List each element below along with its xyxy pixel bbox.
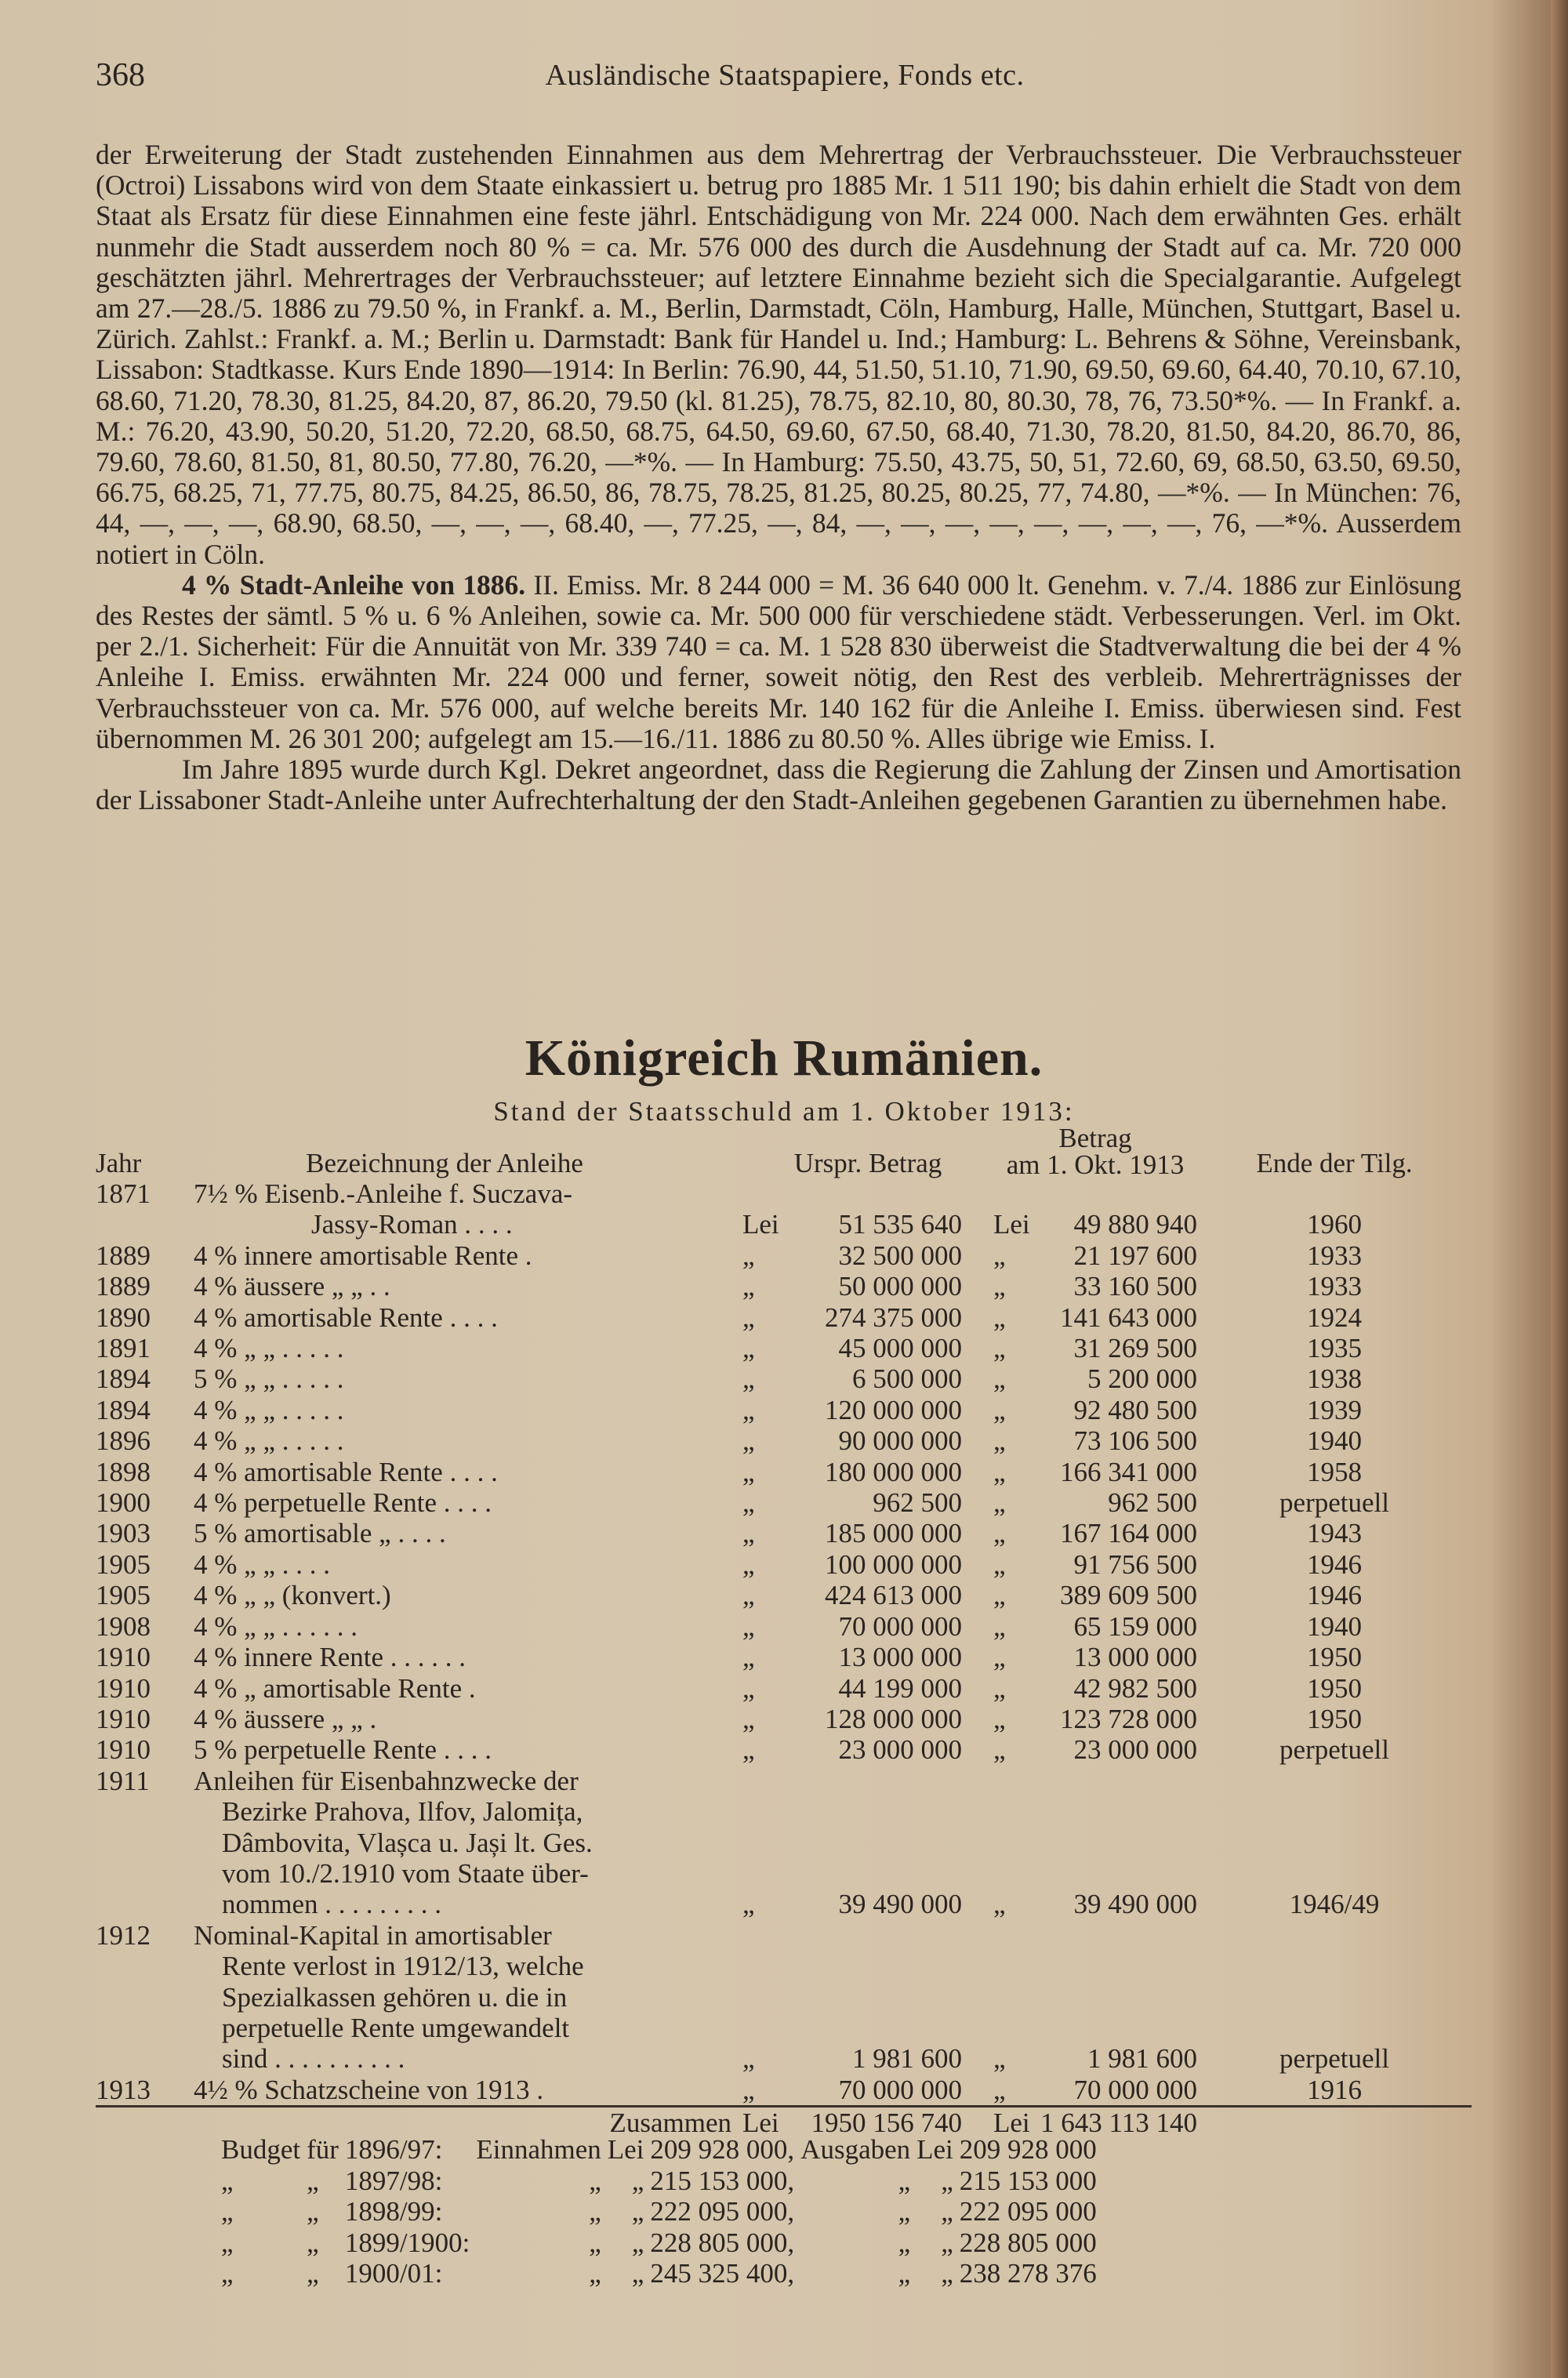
loan-description bbox=[194, 1425, 742, 1456]
amount-current: 1 981 600 bbox=[1087, 2043, 1197, 2075]
loan-year: 1903 bbox=[96, 1518, 151, 1549]
currency-current: „ bbox=[993, 1425, 1006, 1457]
table-row bbox=[96, 1704, 1472, 1734]
currency-original: „ bbox=[742, 1456, 755, 1487]
loan-year: 1910 bbox=[96, 1672, 151, 1704]
currency-current: „ bbox=[993, 1518, 1006, 1549]
amount-current: 962 500 bbox=[1108, 1487, 1197, 1519]
amount-current: 92 480 500 bbox=[1073, 1394, 1197, 1425]
income-amount: 215 153 000, bbox=[650, 2165, 795, 2196]
amount-original: 32 500 000 bbox=[838, 1240, 962, 1271]
amount-original: 128 000 000 bbox=[825, 1703, 962, 1734]
col-header-current-bottom: am 1. Okt. 1913 bbox=[1006, 1149, 1185, 1180]
expenses-label: „ bbox=[898, 2227, 911, 2258]
budget-label: „ bbox=[221, 2196, 234, 2227]
loan-name-continued: Dâmbovita, Vlașca u. Jași lt. Ges. bbox=[222, 1827, 593, 1858]
amount-current: 5 200 000 bbox=[1087, 1363, 1197, 1395]
page-edge bbox=[1551, 0, 1568, 2378]
budget-table bbox=[221, 2134, 1103, 2289]
currency-current: „ bbox=[993, 1580, 1006, 1611]
expenses-amount: 209 928 000 bbox=[959, 2134, 1097, 2165]
loan-description bbox=[194, 1240, 742, 1271]
total-label: Zusammen bbox=[194, 2107, 742, 2139]
section-subtitle: Stand der Staatsschuld am 1. Oktober 1913: bbox=[493, 1096, 1075, 1127]
amount-original: 962 500 bbox=[873, 1487, 962, 1519]
expenses-currency: „ bbox=[941, 2227, 953, 2258]
expenses-label: „ bbox=[898, 2258, 911, 2289]
currency-original: „ bbox=[742, 2074, 755, 2105]
currency-current: „ bbox=[993, 1672, 1006, 1704]
col-header-name: Bezeichnung der Anleihe bbox=[306, 1147, 583, 1178]
amount-current: 21 197 600 bbox=[1073, 1240, 1197, 1271]
currency-original: „ bbox=[742, 1518, 755, 1549]
loan-name: 4 % „ „ . . . . bbox=[194, 1548, 330, 1580]
expenses-currency: Lei bbox=[916, 2134, 953, 2165]
redemption-end: perpetuell bbox=[1279, 1734, 1389, 1766]
loan-year: 1871 bbox=[96, 1178, 151, 1209]
amount-original: 70 000 000 bbox=[838, 2074, 962, 2105]
expenses-amount: 238 278 376 bbox=[959, 2258, 1097, 2289]
amount-original: 90 000 000 bbox=[838, 1425, 962, 1457]
budget-period: 1898/99: bbox=[344, 2196, 443, 2227]
table-row bbox=[96, 1734, 1472, 1765]
amount-current: 23 000 000 bbox=[1073, 1734, 1197, 1766]
loan-description bbox=[194, 1734, 742, 1765]
paragraph-stadt-anleihe-1886 bbox=[96, 570, 1461, 754]
currency-original: „ bbox=[742, 1425, 755, 1457]
budget-for: „ bbox=[307, 2165, 319, 2196]
amount-original: 13 000 000 bbox=[838, 1642, 962, 1673]
loan-year: 1898 bbox=[96, 1456, 151, 1487]
paragraph-decree-1895: Im Jahre 1895 wurde durch Kgl. Dekret angeordnet, dass die Regierung die Zahlung der Zinsen und Amortisation der Lissaboner Stadt-Anleihe unter Aufrechterhaltung der den Stadt-Anleihen gegebenen Garantien zu übernehmen habe. bbox=[96, 753, 1461, 816]
loan-description bbox=[194, 1302, 742, 1333]
table-row bbox=[96, 1673, 1472, 1704]
redemption-end: 1943 bbox=[1307, 1518, 1362, 1549]
total-original: 1950 156 740 bbox=[797, 2107, 993, 2139]
income-currency: „ bbox=[631, 2165, 644, 2196]
currency-current: „ bbox=[993, 2043, 1006, 2075]
redemption-end: 1935 bbox=[1307, 1333, 1362, 1364]
loan-year: 1910 bbox=[96, 1734, 151, 1766]
loan-name-continued: vom 10./2.1910 vom Staate über- bbox=[222, 1857, 589, 1889]
amount-original: 180 000 000 bbox=[825, 1456, 962, 1487]
loan-year: 1910 bbox=[96, 1703, 151, 1734]
loan-name: 4 % „ „ . . . . . bbox=[194, 1333, 344, 1364]
currency-original: „ bbox=[742, 1487, 755, 1519]
loan-description bbox=[194, 1363, 742, 1394]
page-number: 368 bbox=[96, 57, 145, 93]
income-currency: Lei bbox=[607, 2134, 644, 2165]
table-row bbox=[96, 1363, 1472, 1394]
body-text bbox=[96, 140, 1461, 815]
budget-row bbox=[221, 2134, 1103, 2166]
expenses-label: „ bbox=[898, 2165, 911, 2196]
amount-original: 120 000 000 bbox=[825, 1394, 962, 1425]
currency-original: „ bbox=[742, 1394, 755, 1425]
loan-year: 1896 bbox=[96, 1425, 151, 1457]
expenses-currency: „ bbox=[941, 2165, 953, 2196]
redemption-end: 1924 bbox=[1307, 1302, 1362, 1333]
budget-for: „ bbox=[307, 2227, 319, 2258]
currency-original: „ bbox=[742, 2043, 755, 2075]
income-label: „ bbox=[589, 2165, 601, 2196]
redemption-end: 1950 bbox=[1307, 1672, 1362, 1704]
loan-description: II. Emiss. Mr. 8 244 000 = M. 36 640 000 lt. Genehm. v. 7./4. 1886 zur Einlösung des Restes der sämtl. 5 % u. 6 % Anleihen, sowie ca. Mr. 500 000 für verschiedene städt. Verbesserungen. Verl. im Okt. per 2./1. Sicherheit: Für die Annuität von Mr. 339 740 = ca. M. 1 528 830 überweist die Stadtverwaltung die bei der 4 % Anleihe I. Emiss. erwähnten Mr. 224 000 und ferner, soweit nötig, den Rest des verbleib. Mehrerträgnisses der Verbrauchssteuer von ca. Mr. 576 000, auf welche bereits Mr. 140 162 für die Anleihe I. Emiss. überwiesen sind. Fest übernommen M. 26 301 200; aufgelegt am 15.—16./11. 1886 zu 80.50 %. Alles übrige wie Emiss. I. bbox=[96, 568, 1461, 754]
loan-name: 4 % innere amortisable Rente . bbox=[194, 1240, 532, 1271]
amount-original: 44 199 000 bbox=[838, 1672, 962, 1704]
loan-year: 1889 bbox=[96, 1271, 151, 1302]
loan-description bbox=[194, 2075, 742, 2107]
currency-original: „ bbox=[742, 1548, 755, 1580]
currency-current: „ bbox=[993, 1456, 1006, 1487]
amount-current: 65 159 000 bbox=[1073, 1610, 1197, 1642]
budget-period: 1897/98: bbox=[344, 2165, 443, 2196]
amount-current: 389 609 500 bbox=[1060, 1580, 1197, 1611]
budget-label: „ bbox=[221, 2165, 234, 2196]
table-row bbox=[96, 1395, 1472, 1425]
income-amount: 228 805 000, bbox=[650, 2227, 795, 2258]
amount-current: 70 000 000 bbox=[1073, 2074, 1197, 2105]
currency-original: „ bbox=[742, 1889, 755, 1920]
loan-name: 4 % „ „ . . . . . bbox=[194, 1425, 344, 1457]
income-label: „ bbox=[589, 2196, 601, 2227]
budget-for: „ bbox=[307, 2196, 319, 2227]
budget-period: 1899/1900: bbox=[344, 2227, 470, 2258]
table-row bbox=[96, 1611, 1472, 1642]
loan-description bbox=[194, 1487, 742, 1518]
loan-name: 4 % äussere „ „ . . bbox=[194, 1271, 390, 1302]
currency-current: „ bbox=[993, 2074, 1006, 2105]
running-header bbox=[96, 56, 1474, 103]
budget-row bbox=[221, 2258, 1103, 2289]
amount-current: 39 490 000 bbox=[1073, 1889, 1197, 1920]
redemption-end: perpetuell bbox=[1279, 1487, 1389, 1519]
amount-current: 31 269 500 bbox=[1073, 1333, 1197, 1364]
currency-current: „ bbox=[993, 1302, 1006, 1333]
table-header-row bbox=[96, 1125, 1472, 1178]
total-currency-original: Lei bbox=[742, 2107, 797, 2139]
budget-block bbox=[221, 2134, 1103, 2289]
expenses-currency: „ bbox=[941, 2196, 953, 2227]
income-currency: „ bbox=[631, 2258, 644, 2289]
budget-row bbox=[221, 2196, 1103, 2227]
expenses-amount: 222 095 000 bbox=[959, 2196, 1097, 2227]
loan-description bbox=[194, 1920, 742, 2075]
loan-name: 4 % „ „ . . . . . bbox=[194, 1394, 344, 1425]
amount-original: 6 500 000 bbox=[852, 1363, 962, 1395]
redemption-end: 1946 bbox=[1307, 1580, 1362, 1611]
table-row bbox=[96, 1487, 1472, 1518]
loan-name: 4 % „ amortisable Rente . bbox=[194, 1672, 476, 1704]
budget-row bbox=[221, 2227, 1103, 2259]
currency-current: Lei bbox=[993, 1209, 1030, 1240]
loan-description bbox=[194, 1549, 742, 1580]
amount-current: 91 756 500 bbox=[1073, 1548, 1197, 1580]
loan-description bbox=[194, 1271, 742, 1302]
total-currency-current: Lei bbox=[993, 2107, 1040, 2139]
col-header-current-top: Betrag bbox=[1058, 1123, 1132, 1153]
amount-original: 70 000 000 bbox=[838, 1610, 962, 1642]
loan-year: 1908 bbox=[96, 1610, 151, 1642]
amount-original: 185 000 000 bbox=[825, 1518, 962, 1549]
budget-label: Budget bbox=[221, 2134, 301, 2165]
amount-current: 167 164 000 bbox=[1060, 1518, 1197, 1549]
loan-year: 1889 bbox=[96, 1240, 151, 1271]
currency-current: „ bbox=[993, 1394, 1006, 1425]
redemption-end: 1940 bbox=[1307, 1610, 1362, 1642]
budget-label: „ bbox=[221, 2258, 234, 2289]
loan-description bbox=[194, 1766, 742, 1920]
currency-original: „ bbox=[742, 1642, 755, 1673]
expenses-label: Ausgaben bbox=[800, 2134, 911, 2165]
loan-description bbox=[194, 1457, 742, 1487]
table-row bbox=[96, 1549, 1472, 1580]
amount-original: 23 000 000 bbox=[838, 1734, 962, 1766]
redemption-end: 1933 bbox=[1307, 1271, 1362, 1302]
loan-year: 1891 bbox=[96, 1333, 151, 1364]
amount-current: 42 982 500 bbox=[1073, 1672, 1197, 1704]
redemption-end: perpetuell bbox=[1279, 2043, 1389, 2075]
currency-original: „ bbox=[742, 1610, 755, 1642]
table-row bbox=[96, 1920, 1472, 2075]
loan-year: 1910 bbox=[96, 1642, 151, 1673]
loan-name: 4 % „ „ (konvert.) bbox=[194, 1580, 391, 1611]
table-row bbox=[96, 1425, 1472, 1456]
running-title: Ausländische Staatspapiere, Fonds etc. bbox=[545, 59, 1025, 92]
loan-year: 1911 bbox=[96, 1765, 150, 1796]
currency-current: „ bbox=[993, 1487, 1006, 1519]
amount-original: 45 000 000 bbox=[838, 1333, 962, 1364]
loan-name-continued: perpetuelle Rente umgewandelt bbox=[222, 2012, 570, 2043]
currency-current: „ bbox=[993, 1703, 1006, 1734]
loan-name-continued: Jassy-Roman . . . . bbox=[311, 1209, 513, 1240]
income-label: Einnahmen bbox=[476, 2134, 601, 2165]
redemption-end: 1916 bbox=[1307, 2074, 1362, 2105]
amount-current: 141 643 000 bbox=[1060, 1302, 1197, 1333]
currency-original: „ bbox=[742, 1734, 755, 1766]
currency-original: „ bbox=[742, 1672, 755, 1704]
loan-year: 1890 bbox=[96, 1302, 151, 1333]
amount-original: 100 000 000 bbox=[825, 1548, 962, 1580]
loan-name: 5 % „ „ . . . . . bbox=[194, 1363, 344, 1395]
budget-period: 1896/97: bbox=[344, 2134, 443, 2165]
expenses-label: „ bbox=[898, 2196, 911, 2227]
redemption-end: 1946/49 bbox=[1289, 1889, 1380, 1920]
redemption-end: 1939 bbox=[1307, 1394, 1362, 1425]
loan-description bbox=[194, 1518, 742, 1548]
loan-description bbox=[194, 1333, 742, 1363]
loan-name-continued: Bezirke Prahova, Ilfov, Jalomița, bbox=[222, 1796, 583, 1828]
currency-original: „ bbox=[742, 1302, 755, 1333]
loan-description bbox=[194, 1673, 742, 1704]
loan-year: 1894 bbox=[96, 1394, 151, 1425]
loan-name: 4 % perpetuelle Rente . . . . bbox=[194, 1487, 492, 1519]
currency-original: „ bbox=[742, 1333, 755, 1364]
income-currency: „ bbox=[631, 2227, 644, 2258]
loan-description bbox=[194, 1178, 742, 1240]
redemption-end: 1958 bbox=[1307, 1456, 1362, 1487]
currency-original: „ bbox=[742, 1580, 755, 1611]
col-header-end: Ende der Tilg. bbox=[1256, 1147, 1413, 1178]
paragraph-lisbon-octroi: der Erweiterung der Stadt zustehenden Einnahmen aus dem Mehrertrag der Verbrauchssteuer. Die Verbrauchssteuer (Octroi) Lissabons wird von dem Staate einkassiert u. betrug pro 1885 Mr. 1 511 190; bis dahin erhielt die Stadt von dem Staat als Ersatz für diese Einnahmen eine feste jährl. Entschädigung von Mr. 224 000. Nach dem erwähnten Ges. erhält nunmehr die Stadt ausserdem noch 80 % = ca. Mr. 576 000 des durch die Ausdehnung der Stadt auf ca. Mr. 720 000 geschätzten jährl. Mehrertrages der Verbrauchssteuer; auf letztere Einnahme bezieht sich die Specialgarantie. Aufgelegt am 27.—28./5. 1886 zu 79.50 %, in Frankf. a. M., Berlin, Darmstadt, Cöln, Hamburg, Halle, München, Stuttgart, Basel u. Zürich. Zahlst.: Frankf. a. M.; Berlin u. Darmstadt: Bank für Handel u. Ind.; Hamburg: L. Behrens & Söhne, Vereinsbank, Lissabon: Stadtkasse. Kurs Ende 1890—1914: In Berlin: 76.90, 44, 51.50, 51.10, 71.90, 69.50, 69.60, 64.40, 70.10, 67.10, 68.60, 71.20, 78.30, 81.25, 84.20, 87, 86.20, 79.50 (kl. 81.25), 78.75, 82.10, 80, 80.30, 78, 76, 73.50*%. — In Frankf. a. M.: 76.20, 43.90, 50.20, 51.20, 72.20, 68.50, 68.75, 64.50, 69.60, 67.50, 68.40, 71.30, 78.20, 81.50, 84.20, 86.70, 86, 79.60, 78.60, 81.50, 81, 80.50, 77.80, 76.20, —*%. — In Hamburg: 75.50, 43.75, 50, 51, 72.60, 69, 68.50, 63.50, 69.50, 66.75, 68.25, 71, 77.75, 80.75, 84.25, 86.50, 86, 78.75, 78.25, 81.25, 80.25, 80.25, 77, 74.80, —*%. — In München: 76, 44, —, —, —, 68.90, 68.50, —, —, —, 68.40, —, 77.25, —, 84, —, —, —, —, —, —, —, —, 76, —*%. Ausserdem notiert in Cöln. bbox=[96, 139, 1461, 570]
amount-current: 123 728 000 bbox=[1060, 1703, 1197, 1734]
amount-current: 73 106 500 bbox=[1073, 1425, 1197, 1457]
redemption-end: 1940 bbox=[1307, 1425, 1362, 1457]
income-amount: 222 095 000, bbox=[650, 2196, 795, 2227]
currency-original: Lei bbox=[742, 1209, 779, 1240]
table-row bbox=[96, 1766, 1472, 1920]
redemption-end: 1960 bbox=[1307, 1209, 1362, 1240]
loan-name: 7½ % Eisenb.-Anleihe f. Suczava- bbox=[194, 1178, 573, 1209]
loan-name: 4½ % Schatzscheine von 1913 . bbox=[194, 2074, 544, 2105]
table-row bbox=[96, 1642, 1472, 1672]
loan-name: 4 % amortisable Rente . . . . bbox=[194, 1302, 498, 1333]
loan-name-continued: Spezialkassen gehören u. die in bbox=[222, 1981, 568, 2013]
budget-period: 1900/01: bbox=[344, 2258, 443, 2289]
total-current: 1 643 113 140 bbox=[1040, 2108, 1197, 2139]
loan-year: 1913 bbox=[96, 2074, 151, 2105]
redemption-end: 1950 bbox=[1307, 1642, 1362, 1673]
income-label: „ bbox=[589, 2258, 601, 2289]
currency-current: „ bbox=[993, 1271, 1006, 1302]
budget-for: für bbox=[307, 2134, 339, 2165]
loan-name: Anleihen für Eisenbahnzwecke der bbox=[194, 1765, 579, 1796]
loan-name-continued: nommen . . . . . . . . . bbox=[222, 1889, 441, 1920]
redemption-end: 1946 bbox=[1307, 1548, 1362, 1580]
col-header-current bbox=[993, 1125, 1197, 1178]
redemption-end: 1950 bbox=[1307, 1703, 1362, 1734]
amount-original: 39 490 000 bbox=[838, 1889, 962, 1920]
currency-current: „ bbox=[993, 1333, 1006, 1364]
currency-current: „ bbox=[993, 1363, 1006, 1395]
income-label: „ bbox=[589, 2227, 601, 2258]
currency-original: „ bbox=[742, 1703, 755, 1734]
loan-name: 4 % innere Rente . . . . . . bbox=[194, 1642, 466, 1673]
table-row bbox=[96, 1240, 1472, 1271]
loan-year: 1894 bbox=[96, 1363, 151, 1395]
table-row bbox=[96, 1271, 1472, 1302]
loan-year: 1912 bbox=[96, 1919, 151, 1951]
budget-label: „ bbox=[221, 2227, 234, 2258]
expenses-currency: „ bbox=[941, 2258, 953, 2289]
loan-name: 4 % „ „ . . . . . . bbox=[194, 1610, 358, 1642]
table-row bbox=[96, 1518, 1472, 1548]
currency-original: „ bbox=[742, 1363, 755, 1395]
loan-description bbox=[194, 1611, 742, 1642]
table-row bbox=[96, 1457, 1472, 1487]
budget-row bbox=[221, 2166, 1103, 2197]
table-row bbox=[96, 1333, 1472, 1363]
amount-original: 274 375 000 bbox=[825, 1302, 962, 1333]
loan-name: Nominal-Kapital in amortisabler bbox=[194, 1919, 552, 1951]
col-header-year: Jahr bbox=[96, 1147, 142, 1178]
table-row bbox=[96, 1178, 1472, 1240]
table-row bbox=[96, 2075, 1472, 2107]
loan-description bbox=[194, 1704, 742, 1734]
amount-current: 33 160 500 bbox=[1073, 1271, 1197, 1302]
loan-description bbox=[194, 1580, 742, 1610]
loan-year: 1905 bbox=[96, 1548, 151, 1580]
loan-name: 5 % amortisable „ . . . . bbox=[194, 1518, 446, 1549]
amount-original: 50 000 000 bbox=[838, 1271, 962, 1302]
amount-original: 51 535 640 bbox=[838, 1209, 962, 1240]
income-currency: „ bbox=[631, 2196, 644, 2227]
state-debt-table bbox=[96, 1125, 1472, 2139]
loan-name: 5 % perpetuelle Rente . . . . bbox=[194, 1734, 492, 1766]
amount-current: 13 000 000 bbox=[1073, 1642, 1197, 1673]
expenses-amount: 215 153 000 bbox=[959, 2165, 1097, 2196]
currency-current: „ bbox=[993, 1240, 1006, 1271]
section-title: Königreich Rumänien. bbox=[524, 1029, 1044, 1087]
loan-description bbox=[194, 1642, 742, 1672]
amount-current: 166 341 000 bbox=[1060, 1456, 1197, 1487]
amount-original: 424 613 000 bbox=[825, 1580, 962, 1611]
currency-current: „ bbox=[993, 1548, 1006, 1580]
loan-name: 4 % amortisable Rente . . . . bbox=[194, 1456, 498, 1487]
loan-name: 4 % äussere „ „ . bbox=[194, 1703, 377, 1734]
table-row bbox=[96, 1302, 1472, 1333]
loan-name-continued: Rente verlost in 1912/13, welche bbox=[222, 1951, 584, 1982]
currency-original: „ bbox=[742, 1271, 755, 1302]
loan-year: 1905 bbox=[96, 1580, 151, 1611]
amount-original: 1 981 600 bbox=[852, 2043, 962, 2075]
redemption-end: 1933 bbox=[1307, 1240, 1362, 1271]
col-header-original: Urspr. Betrag bbox=[793, 1147, 942, 1178]
loan-name-continued: sind . . . . . . . . . . bbox=[222, 2043, 405, 2075]
loan-year: 1900 bbox=[96, 1487, 151, 1519]
income-amount: 209 928 000, bbox=[650, 2134, 795, 2165]
currency-current: „ bbox=[993, 1889, 1006, 1920]
currency-original: „ bbox=[742, 1240, 755, 1271]
budget-for: „ bbox=[307, 2258, 319, 2289]
currency-current: „ bbox=[993, 1642, 1006, 1673]
income-amount: 245 325 400, bbox=[650, 2258, 795, 2289]
loan-heading: 4 % Stadt-Anleihe von 1886. bbox=[182, 568, 526, 601]
amount-current: 49 880 940 bbox=[1073, 1209, 1197, 1240]
currency-current: „ bbox=[993, 1734, 1006, 1766]
currency-current: „ bbox=[993, 1610, 1006, 1642]
expenses-amount: 228 805 000 bbox=[959, 2227, 1097, 2258]
loan-description bbox=[194, 1395, 742, 1425]
redemption-end: 1938 bbox=[1307, 1363, 1362, 1395]
table-row bbox=[96, 1580, 1472, 1610]
